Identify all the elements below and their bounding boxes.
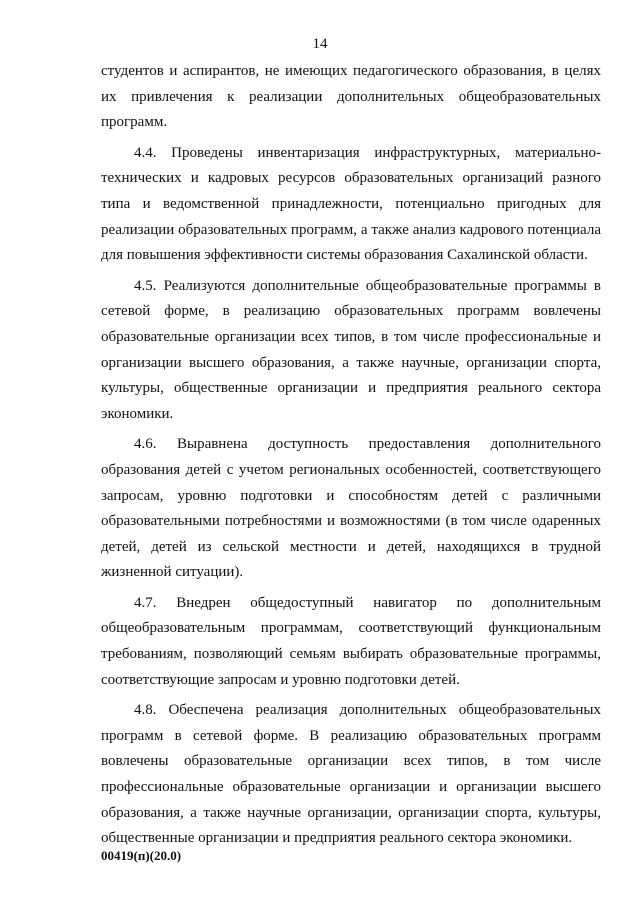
paragraph-4-7: 4.7. Внедрен общедоступный навигатор по дополнительным общеобразовательным программам, соответствующий функциональным требованиям, позволяющий семьям выбирать образовательные программы, соответствующие запросам и уровню подготовки детей. xyxy=(101,594,601,688)
paragraph-4-5: 4.5. Реализуются дополнительные общеобразовательные программы в сетевой форме, в реализацию образовательных программ вовлечены образовательные организации всех типов, в том числе профессиональные и организации высшего образования, а также научные, организации спорта, культуры, общественные организации и предприятия реального сектора экономики. xyxy=(101,277,601,422)
paragraph-4-4: 4.4. Проведены инвентаризация инфраструктурных, материально-технических и кадровых ресурсов образовательных организаций разного типа и ведомственной принадлежности, потенциально пригодных для реализации образовательных программ, а также анализ кадрового потенциала для повышения эффективности системы образования Сахалинской области. xyxy=(101,144,601,264)
paragraph-4-8: 4.8. Обеспечена реализация дополнительных общеобразовательных программ в сетевой форме. В реализацию образовательных программ вовлечены образовательные организации всех типов, в том числе профессиональные образовательные организации и организации высшего образования, а также научные организации, организации спорта, культуры, общественные организации и предприятия реального сектора экономики. xyxy=(101,702,601,847)
paragraph-4-6: 4.6. Выравнена доступность предоставления дополнительного образования детей с учетом региональных особенностей, соответствующего запросам, уровню подготовки и способностям детей с различными образовательными потребностями и возможностями (в том числе одаренных детей, детей из сельской местности и детей, находящихся в трудной жизненной ситуации). xyxy=(101,436,601,581)
page-number: 14 xyxy=(312,36,328,52)
paragraph-continuation: студентов и аспирантов, не имеющих педагогического образования, в целях их привлечения к реализации дополнительных общеобразовательных программ. xyxy=(101,63,601,131)
document-body xyxy=(101,59,601,857)
document-code: 00419(п)(20.0) xyxy=(101,848,182,863)
